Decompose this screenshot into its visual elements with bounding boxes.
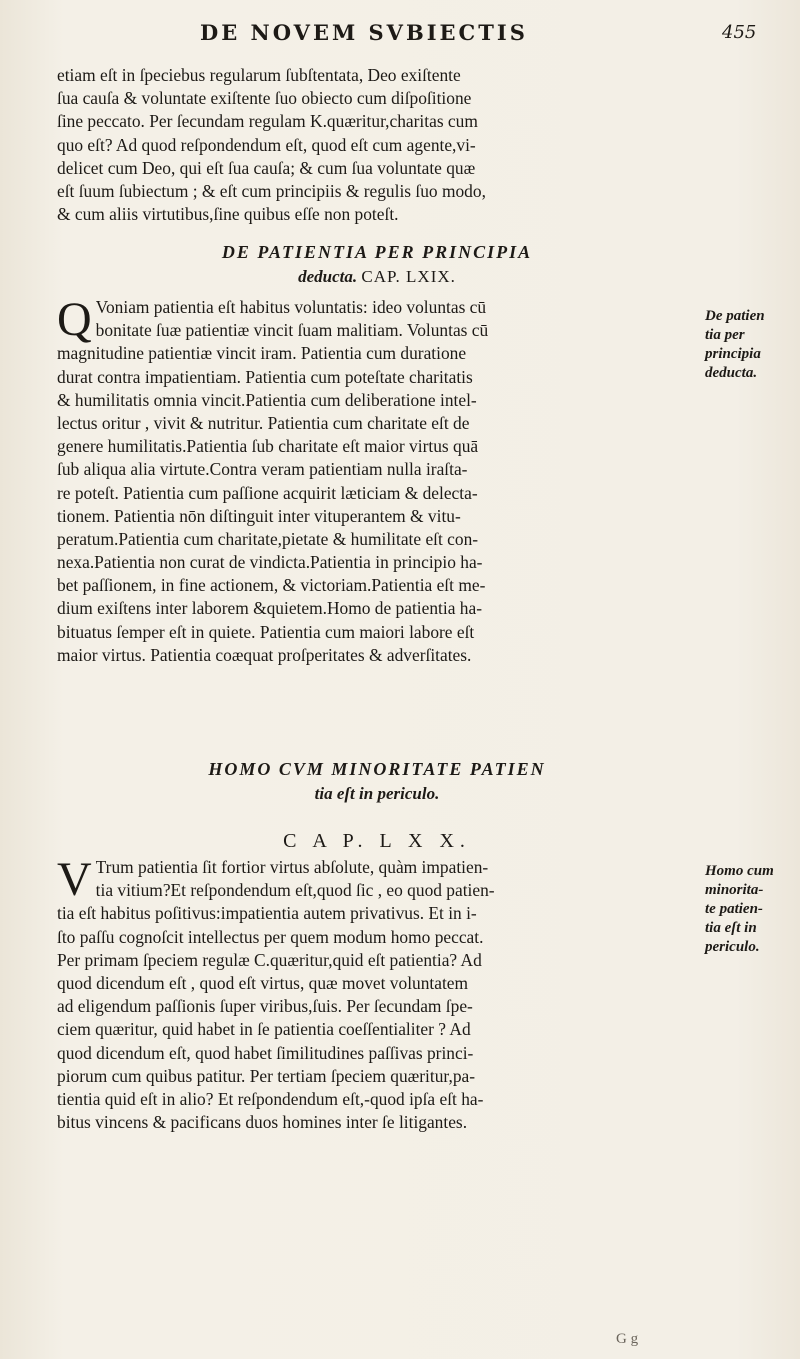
- text-line: lectus oritur , vivit & nutritur. Patientia cum charitate eſt de: [57, 412, 470, 433]
- text-line: ſine peccato. Per ſecundam regulam K.quæritur,charitas cum: [57, 111, 478, 132]
- chapter-title: HOMO CVM MINORITATE PATIEN: [208, 759, 546, 779]
- margin-note-line: De patien: [705, 308, 765, 324]
- page-number: 455: [722, 22, 757, 43]
- text-line: ſto paſſu cognoſcit intellectus per quem modum homo peccat.: [57, 926, 484, 947]
- text-line: dium exiſtens inter laborem &quietem.Homo de patientia ha-: [57, 598, 482, 619]
- margin-note-line: deducta.: [705, 365, 758, 381]
- text-line: etiam eſt in ſpeciebus regularum ſubſtentata, Deo exiſtente: [57, 65, 461, 85]
- chapter-title-continued: tia eſt in periculo.: [314, 784, 440, 803]
- running-head: [0, 20, 800, 54]
- text-line: bonitate ſuæ patientiæ vincit ſuam malitiam. Voluntas cū: [95, 320, 489, 341]
- text-line: & cum aliis virtutibus,ſine quibus eſſe non poteſt.: [57, 204, 399, 225]
- margin-note-line: tia per: [705, 327, 745, 343]
- drop-cap: V: [57, 853, 92, 906]
- text-line: piorum cum quibus patitur. Per tertiam ſpeciem quæritur,pa-: [57, 1065, 476, 1086]
- margin-note-line: tia eſt in: [705, 920, 757, 936]
- margin-note-line: te patien-: [705, 901, 763, 917]
- chapter-70-heading: [57, 756, 697, 806]
- text-line: peratum.Patientia cum charitate,pietate & humilitate eſt con-: [57, 528, 479, 549]
- text-line: maior virtus. Patientia coæquat proſperitates & adverſitates.: [57, 644, 472, 665]
- text-line: Voniam patientia eſt habitus voluntatis: ideo voluntas cū: [95, 297, 487, 317]
- text-line: ciem quæritur, quid habet in ſe patientia coeſſentialiter ? Ad: [57, 1019, 471, 1040]
- text-line: tia eſt habitus poſitivus:impatientia autem privativus. Et in i-: [57, 903, 477, 924]
- margin-note-line: principia: [705, 346, 761, 362]
- margin-note-line: minorita-: [705, 882, 764, 898]
- text-line: ſub aliqua alia virtute.Contra veram patientiam nulla iraſta-: [57, 459, 468, 480]
- text-line: bitus vincens & pacificans duos homines inter ſe litigantes.: [57, 1112, 468, 1133]
- drop-cap: Q: [57, 293, 92, 346]
- text-line: quod dicendum eſt , quod eſt virtus, quæ movet voluntatem: [57, 972, 469, 993]
- chapter-70-text: [57, 853, 697, 1134]
- text-line: delicet cum Deo, qui eſt ſua cauſa; & cum ſua voluntate quæ: [57, 157, 476, 178]
- margin-note-69: [705, 307, 795, 383]
- signature-mark: G g: [616, 1331, 639, 1347]
- text-line: tionem. Patientia nōn diſtinguit inter vituperantem & vitu-: [57, 505, 461, 526]
- chapter-title-continued: deducta.: [298, 267, 358, 286]
- text-line: durat contra impatientiam. Patientia cum poteſtate charitatis: [57, 366, 473, 387]
- margin-note-70: [705, 862, 795, 957]
- text-line: quo eſt? Ad quod reſpondendum eſt, quod eſt cum agente,vi-: [57, 134, 476, 155]
- margin-note-line: periculo.: [705, 939, 760, 955]
- chapter-69-text: [57, 293, 697, 667]
- chapter-number: CAP. LXIX.: [361, 267, 456, 286]
- chapter-title: DE PATIENTIA PER PRINCIPIA: [221, 242, 533, 262]
- text-line: Per primam ſpeciem regulæ C.quæritur,quid eſt patientia? Ad: [57, 949, 482, 970]
- top-paragraph: [57, 64, 697, 226]
- margin-note-line: Homo cum: [705, 863, 774, 879]
- running-head-title: DE NOVEM SVBIECTIS: [200, 20, 528, 45]
- text-line: Trum patientia ſit fortior virtus abſolute, quàm impatien-: [95, 857, 489, 877]
- text-line: quod dicendum eſt, quod habet ſimilitudines paſſivas princi-: [57, 1042, 474, 1063]
- text-line: nexa.Patientia non curat de vindicta.Patientia in principio ha-: [57, 552, 483, 573]
- text-line: re poteſt. Patientia cum paſſione acquirit læticiam & delecta-: [57, 482, 478, 503]
- text-line: tientia quid eſt in alio? Et reſpondendum eſt,-quod ipſa eſt ha-: [57, 1088, 484, 1109]
- text-line: genere humilitatis.Patientia ſub charitate eſt maior virtus quā: [57, 436, 479, 457]
- text-line: ad eligendum paſſionis ſuper viribus,ſuis. Per ſecundam ſpe-: [57, 996, 473, 1017]
- text-line: bituatus ſemper eſt in quiete. Patientia cum maiori labore eſt: [57, 621, 475, 642]
- text-line: & humilitatis omnia vincit.Patientia cum deliberatione intel-: [57, 389, 477, 410]
- text-line: magnitudine patientiæ vincit iram. Patientia cum duratione: [57, 343, 467, 364]
- text-line: ſua cauſa & voluntate exiſtente ſuo obiecto cum diſpoſitione: [57, 88, 472, 109]
- text-line: eſt ſuum ſubiectum ; & eſt cum principiis & regulis ſuo modo,: [57, 180, 486, 201]
- chapter-69-heading: [57, 239, 697, 289]
- chapter-number: C A P. L X X.: [283, 830, 471, 852]
- text-line: bet paſſionem, in fine actionem, & victoriam.Patientia eſt me-: [57, 575, 486, 596]
- text-line: tia vitium?Et reſpondendum eſt,quod ſic , eo quod patien-: [95, 880, 495, 901]
